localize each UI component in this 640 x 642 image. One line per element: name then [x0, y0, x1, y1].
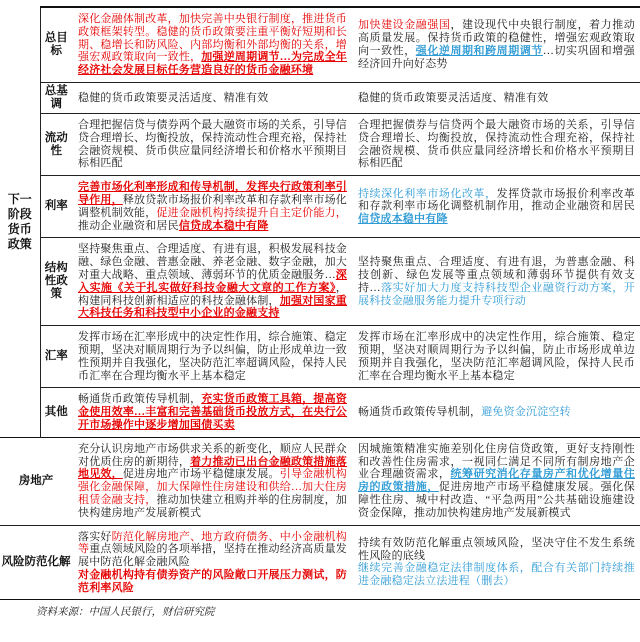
- text-segment: …切实巩固和增强经济回升向好态势: [358, 44, 635, 70]
- text-segment: 促进房地产市场平稳健康发展。强化保障性住房、城中村改造、“平急两用”公共基础设施建设资金保障，推动加快构建房地产发展新模式: [358, 481, 636, 519]
- policy-cell-left: [72, 82, 352, 113]
- policy-cell-right: [352, 82, 640, 113]
- text-segment: 继续完善金融稳定法律制度体系，配合有关部门持续推进金融稳定法立法进程（删去）: [358, 562, 635, 588]
- row-label: 流动性: [40, 113, 72, 175]
- table-row: [0, 113, 640, 175]
- text-segment: 持续有效防范化解重点领域风险，坚决守住不发生系统性风险的底线: [358, 536, 635, 562]
- table-row: [0, 176, 640, 238]
- policy-cell-right: [352, 437, 640, 525]
- table-row: [0, 7, 640, 82]
- policy-cell-right: [352, 7, 640, 82]
- text-segment: 坚持聚焦重点、合理适度、有进有退，积极发展科技金融、绿色金融、普惠金融、养老金融、数字金融，加大对重大战略、重点领域、薄弱环节的优质金融服务…: [78, 243, 347, 281]
- text-segment: 发挥贷款市场报价利率改革和存款利率市场化调整机制作用，推动企业融资和居民: [358, 187, 635, 213]
- text-segment: 畅通货币政策传导机制，: [358, 406, 482, 419]
- text-segment: 深入实施《关于扎实做好科技金融大文章的工作方案》: [78, 268, 347, 294]
- policy-cell-left: [72, 326, 352, 388]
- table-row: [0, 82, 640, 113]
- text-segment: 因城施策精准实施差别化住房信贷政策，更好支持刚性和改善性住房需求，一视同仁满足不同所有制房地产企业合理融资需求，: [358, 442, 635, 481]
- text-segment: 落实好: [78, 530, 112, 543]
- policy-cell-right: [352, 238, 640, 326]
- text-segment: 加强逆周期调节…为完成全年经济社会发展目标任务营造良好的货币金融环境: [78, 51, 347, 77]
- text-segment: 稳健的货币政策要灵活适度、精准有效: [358, 91, 549, 104]
- text-segment: 防范化解房地产、地方政府债务、中小金融机构等: [78, 530, 347, 556]
- policy-cell-left: [72, 113, 352, 175]
- text-segment: 加快建设金融强国: [358, 19, 451, 32]
- group-label: 下一阶段货币政策: [0, 7, 40, 437]
- text-segment: 推动加快建立租购并举的住房制度，加快构建房地产发展新模式: [78, 493, 347, 519]
- policy-cell-right: [352, 388, 640, 437]
- text-segment: 促进房地产市场平稳健康发展。: [122, 468, 280, 481]
- text-segment: 发挥市场在汇率形成中的决定性作用，综合施策、稳定预期，坚决对顺周期行为予以纠偏，防止形成单边一致性预期并自我强化，坚决防范汇率超调风险，保持人民币汇率在合理均衡水平上基本稳定: [78, 331, 347, 382]
- row-label: 总基调: [40, 82, 72, 113]
- text-segment: 坚持聚焦重点、合理适度、有进有退，为普惠金融、科技创新、绿色发展等重点领域和薄弱环节提供有效支持…: [358, 256, 635, 294]
- text-segment: 释放贷款市场报价利率改革和存款利率市场化调整机制效能，: [78, 193, 347, 219]
- table-row: [0, 326, 640, 388]
- policy-cell-right: [352, 113, 640, 175]
- policy-cell-left: [72, 437, 352, 525]
- policy-cell-left: [72, 525, 352, 600]
- row-label: 结构性政策: [40, 238, 72, 326]
- row-label: 其他: [40, 388, 72, 437]
- policy-cell-right: [352, 326, 640, 388]
- table-row: [0, 238, 640, 326]
- text-segment: 持续深化利率市场化改革，: [358, 187, 497, 200]
- text-segment: 合理把握信贷与债券两个最大融资市场的关系，引导信贷合理增长、均衡投放，保持流动性合理充裕，保持社会融资规模、货币供应量同经济增长和价格水平预期目标相匹配: [78, 118, 347, 170]
- policy-table-body: [0, 7, 640, 600]
- text-segment: 推动企业融资和居民: [78, 219, 179, 232]
- text-segment: 信贷成本稳中有降: [358, 213, 448, 226]
- text-segment: 稳健的货币政策要灵活适度、精准有效: [78, 91, 269, 104]
- policy-table: [0, 6, 640, 600]
- text-segment: 对金融机构持有债券资产的风险敞口开展压力测试，防范利率风险: [78, 568, 347, 594]
- text-segment: 强化逆周期和跨周期调节: [415, 44, 543, 57]
- text-segment: 重点领域风险的各项举措，坚持在推动经济高质量发展中防范化解金融风险: [78, 543, 347, 569]
- text-segment: 着力推动已出台金融政策措施落地见效，: [78, 455, 347, 481]
- row-label: 汇率: [40, 326, 72, 388]
- text-segment: 加强对国家重大科技任务和科技型中小企业的金融支持: [78, 294, 347, 320]
- text-segment: 信贷成本稳中有降: [178, 219, 269, 232]
- text-segment: 畅通货币政策传导机制，: [78, 393, 202, 406]
- row-label: 总目标: [40, 7, 72, 82]
- policy-cell-right: [352, 525, 640, 600]
- text-segment: 完善市场化利率形成和传导机制，发挥央行政策利率引导作用，: [78, 181, 347, 206]
- row-label: 风险防范化解: [0, 525, 72, 600]
- policy-cell-left: [72, 7, 352, 82]
- text-segment: 充分认识房地产市场供求关系的新变化，顺应人民群众对优质住房的新期待，: [78, 442, 347, 468]
- table-row: [0, 525, 640, 600]
- policy-cell-right: [352, 176, 640, 238]
- row-label: 房地产: [0, 437, 72, 525]
- text-segment: 深化金融体制改革，加快完善中央银行制度，推进货币政策框架转型。稳健的货币政策要注重平衡好短期和长期、稳增长和防风险、内部均衡和外部均衡的关系，增强宏观政策取向一致性，: [78, 13, 347, 64]
- text-segment: 促进金融机构持续提升自主定价能力，: [156, 206, 347, 219]
- text-segment: 合理把握债券与信贷两个最大融资市场的关系，引导信贷合理增长、均衡投放，保持流动性合理充裕，保持社会融资规模、货币供应量同经济增长和价格水平预期目标相匹配: [358, 118, 635, 170]
- text-segment: 引导金融机构强化金融保障，加大保障性住房建设和供给…加大住房租赁金融支持，: [78, 468, 347, 506]
- text-segment: 避免资金沉淀空转: [481, 406, 571, 419]
- text-segment: 统筹研究消化存量房产和优化增量住房的政策措施，: [358, 468, 635, 494]
- text-segment: 落实好加大力度支持科技型企业融资行动方案，开展科技金融服务能力提升专项行动: [358, 281, 635, 307]
- text-segment: 发挥市场在汇率形成中的决定性作用，综合施策、稳定预期，坚决对顺周期行为予以纠偏，防止市场形成单边预期并自我强化，坚决防范汇率超调风险，保持人民币汇率在合理均衡水平上基本稳定: [358, 331, 635, 382]
- policy-cell-left: [72, 176, 352, 238]
- text-segment: ，构建同科技创新相适应的科技金融体制，: [78, 281, 347, 307]
- row-label: 利率: [40, 176, 72, 238]
- table-row: [0, 388, 640, 437]
- policy-cell-left: [72, 238, 352, 326]
- text-segment: 充实货币政策工具箱，提高资金使用效率…丰富和完善基础货币投放方式，在央行公开市场操作中逐步增加国债买卖: [78, 393, 347, 431]
- policy-cell-left: [72, 388, 352, 437]
- text-segment: ，建设现代中央银行制度，着力推动高质量发展。保持货币政策的稳健性，增强宏观政策取向一致性，: [358, 19, 635, 57]
- table-row: [0, 437, 640, 525]
- source-note: 资料来源：中国人民银行，财信研究院: [36, 607, 215, 619]
